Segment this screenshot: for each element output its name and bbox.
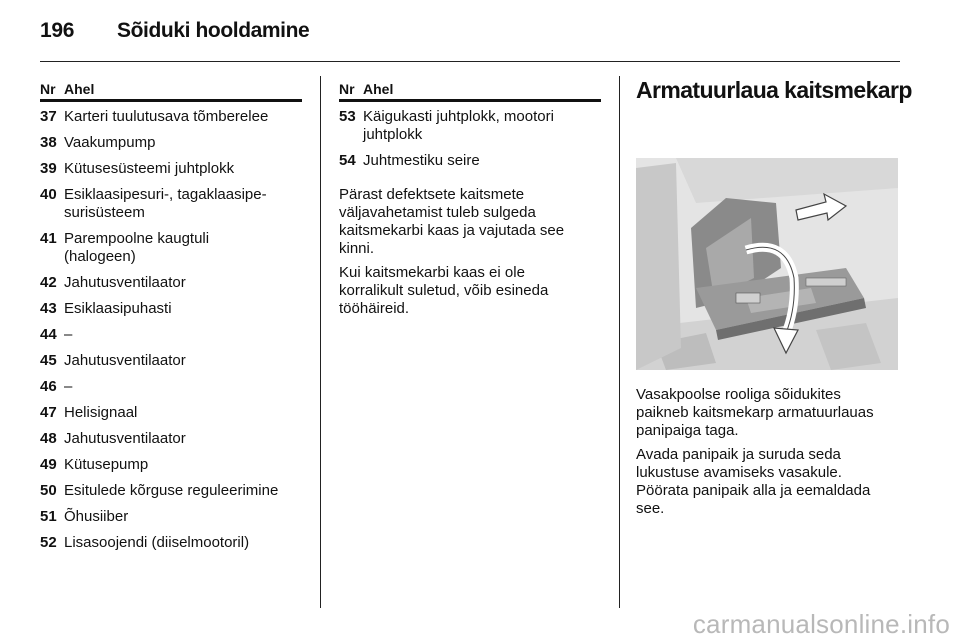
table-row (40, 274, 302, 292)
circuit-description: Esitulede kõrguse reguleerimine (64, 482, 279, 499)
fuse-number: 42 (40, 274, 57, 291)
fuse-number: 53 (339, 108, 356, 125)
fuse-table-left (40, 81, 302, 560)
circuit-description: Parempoolne kaugtuli (halogeen) (64, 230, 210, 265)
table-row (40, 534, 302, 552)
column-header-nr: Nr (40, 81, 56, 97)
table-row (339, 108, 601, 144)
table-row (40, 352, 302, 370)
table-header (40, 81, 302, 102)
fuse-number: 41 (40, 230, 57, 247)
fuse-number: 54 (339, 152, 356, 169)
table-row (40, 186, 302, 222)
paragraph: Kui kaitsmekarbi kaas ei ole korralikult suletud, võib esineda tööhäireid. (339, 264, 549, 317)
column-header-ahel: Ahel (64, 81, 95, 97)
fuse-number: 38 (40, 134, 57, 151)
table-row (40, 300, 302, 318)
circuit-description: – (64, 326, 73, 343)
page-title: Sõiduki hooldamine (117, 19, 310, 42)
table-row (40, 430, 302, 448)
table-row (40, 134, 302, 152)
table-row (40, 456, 302, 474)
fuse-number: 46 (40, 378, 57, 395)
fuse-number: 40 (40, 186, 57, 203)
table-row (40, 378, 302, 396)
fuse-number: 45 (40, 352, 57, 369)
column-divider (619, 76, 620, 608)
circuit-description: Vaakumpump (64, 134, 156, 151)
fuse-number: 43 (40, 300, 57, 317)
column-header-nr: Nr (339, 81, 355, 97)
circuit-description: Kütusesüsteemi juhtplokk (64, 160, 235, 177)
paragraph: Vasakpoolse rooliga sõidukites paikneb kaitsmekarp armatuurlauas panipaiga taga. (636, 386, 874, 439)
circuit-description: Jahutusventilaator (64, 352, 186, 369)
fuse-table-middle (339, 81, 601, 318)
section-heading: Armatuurlaua kaitsmekarp (636, 77, 912, 103)
fuse-number: 37 (40, 108, 57, 125)
table-rows (40, 108, 302, 552)
fuse-number: 44 (40, 326, 57, 343)
column-header-ahel: Ahel (363, 81, 394, 97)
fuse-number: 47 (40, 404, 57, 421)
circuit-description: Käigukasti juhtplokk, mootori juhtplokk (363, 108, 554, 143)
header-rule (40, 61, 900, 62)
circuit-description: Esiklaasipesuri-, tagaklaasipe- surisüsteem (64, 186, 267, 221)
circuit-description: Jahutusventilaator (64, 274, 186, 291)
fuse-number: 48 (40, 430, 57, 447)
circuit-description: Karteri tuulutusava tõmberelee (64, 108, 269, 125)
column-divider (320, 76, 321, 608)
circuit-description: Helisignaal (64, 404, 138, 421)
circuit-description: Õhusiiber (64, 508, 129, 525)
circuit-description: Lisasoojendi (diiselmootoril) (64, 534, 250, 551)
circuit-description: Kütusepump (64, 456, 149, 473)
table-row (40, 508, 302, 526)
table-row (339, 152, 601, 170)
fuse-box-illustration (636, 158, 898, 370)
table-row (40, 404, 302, 422)
paragraph: Pärast defektsete kaitsmete väljavahetamist tuleb sulgeda kaitsmekarbi kaas ja vajutada see kinni. (339, 186, 565, 257)
page-number: 196 (40, 19, 75, 42)
fuse-number: 51 (40, 508, 57, 525)
watermark: carmanualsonline.info (692, 609, 950, 639)
table-row (40, 326, 302, 344)
fuse-number: 49 (40, 456, 57, 473)
table-row (40, 482, 302, 500)
circuit-description: Jahutusventilaator (64, 430, 186, 447)
circuit-description: Esiklaasipuhasti (64, 300, 172, 317)
circuit-description: – (64, 378, 73, 395)
paragraph: Avada panipaik ja suruda seda lukustuse avamiseks vasakule. Pöörata panipaik alla ja eemaldada see. (636, 446, 871, 517)
fuse-number: 39 (40, 160, 57, 177)
fuse-number: 52 (40, 534, 57, 551)
circuit-description: Juhtmestiku seire (363, 152, 480, 169)
right-text (636, 386, 901, 518)
table-row (40, 230, 302, 266)
table-header (339, 81, 601, 102)
table-row (40, 160, 302, 178)
fuse-number: 50 (40, 482, 57, 499)
table-row (40, 108, 302, 126)
